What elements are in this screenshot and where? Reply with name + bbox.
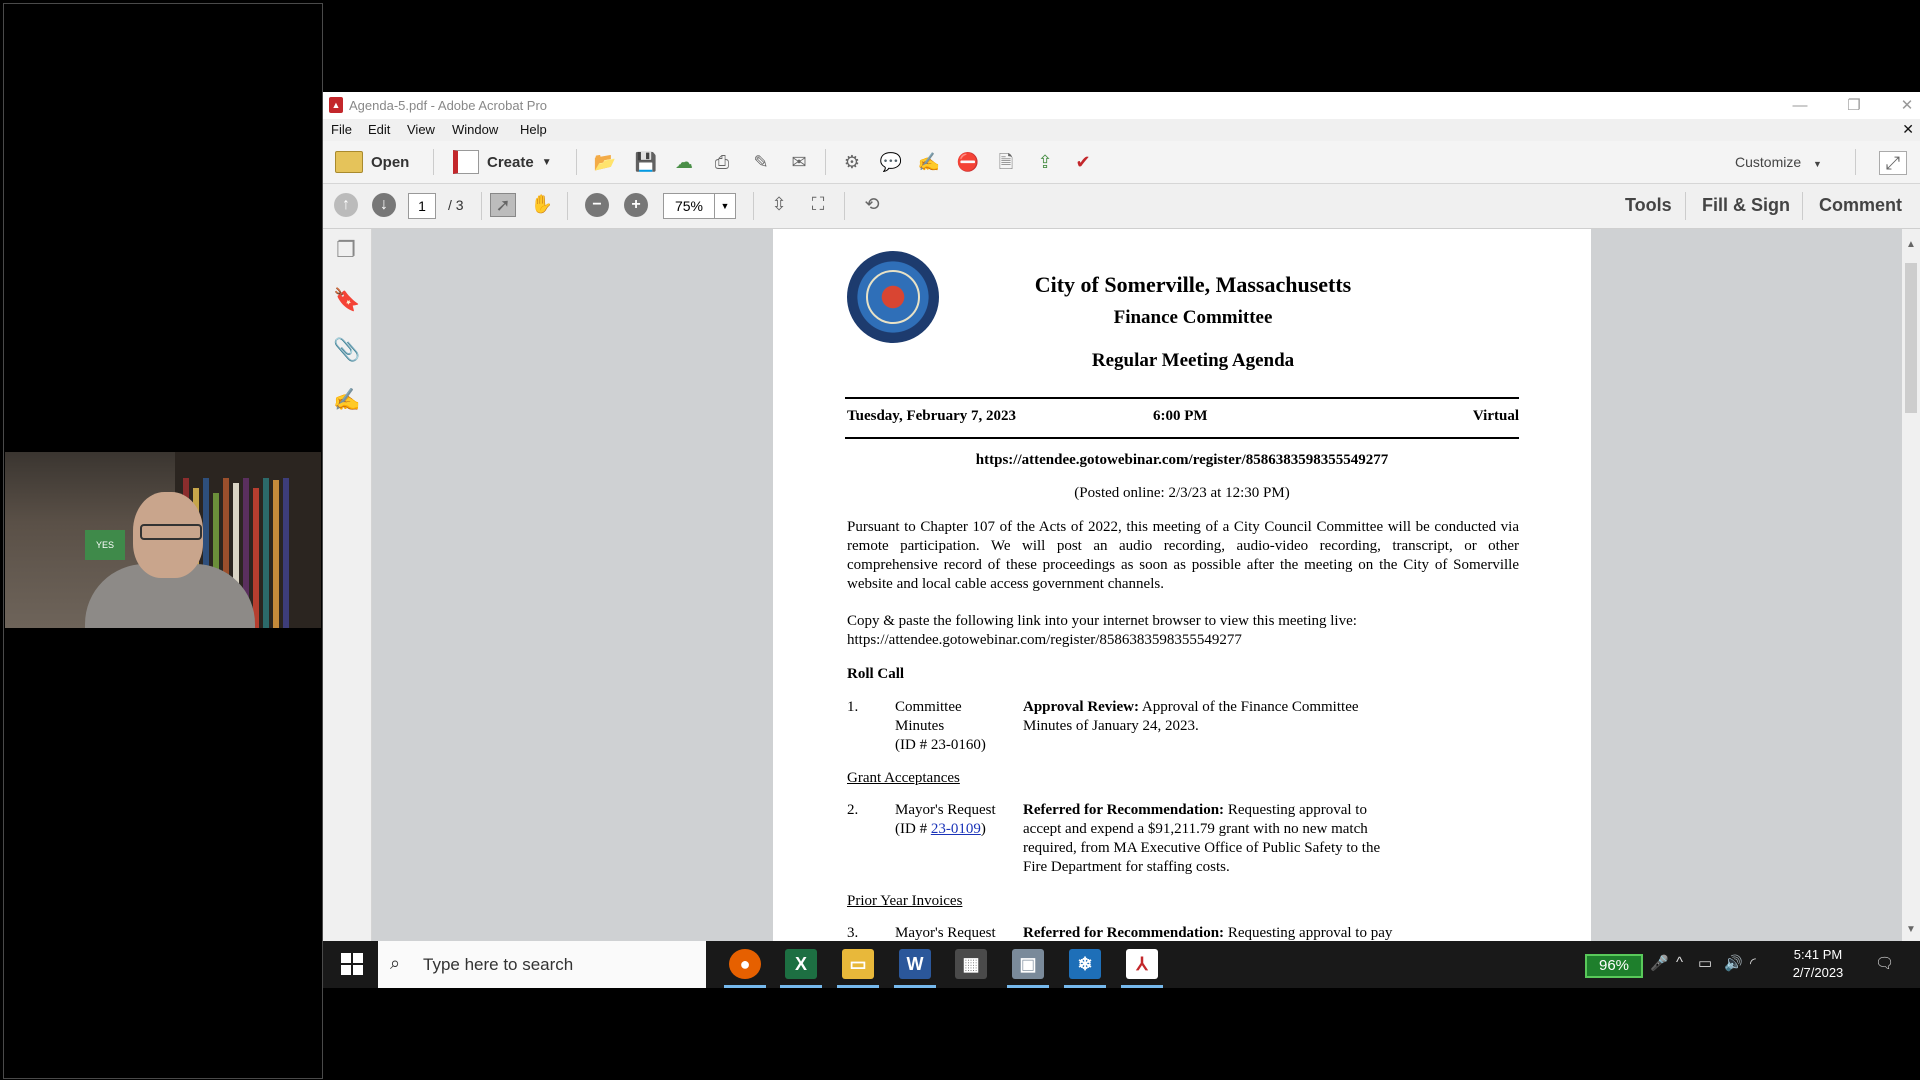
menu-bar <box>323 119 1920 141</box>
book <box>283 478 289 628</box>
save-icon[interactable]: 💾 <box>634 152 658 172</box>
active-indicator <box>780 985 822 988</box>
active-indicator <box>1007 985 1049 988</box>
copy-link-line2: https://attendee.gotowebinar.com/register/8586383598355549277 <box>847 632 1242 648</box>
item-2-text-line3: required, from MA Executive Office of Public Safety to the <box>1023 840 1381 856</box>
scrollbar-thumb[interactable] <box>1905 263 1917 413</box>
document-area[interactable] <box>372 229 1902 941</box>
divider <box>845 437 1519 439</box>
active-indicator <box>894 985 936 988</box>
zoom-level-input[interactable]: 75% <box>663 193 715 219</box>
bookmarks-icon[interactable]: 🔖 <box>333 287 361 312</box>
restore-button[interactable]: ❐ <box>1847 97 1861 114</box>
separator <box>433 149 434 175</box>
book <box>273 480 279 628</box>
acrobat-window <box>323 92 1920 941</box>
webinar-link: https://attendee.gotowebinar.com/register/8586383598355549277 <box>975 452 1389 468</box>
doc-committee: Finance Committee <box>1113 307 1273 328</box>
acrobat-taskbar-icon[interactable]: ⅄ <box>1126 949 1158 979</box>
chevron-up-icon[interactable]: ^ <box>1676 954 1684 971</box>
comment-tab[interactable]: Comment <box>1819 195 1903 215</box>
active-indicator <box>724 985 766 988</box>
windows-start-icon[interactable] <box>341 953 363 975</box>
doc-city-title: City of Somerville, Massachusetts <box>1034 272 1352 297</box>
chevron-down-icon: ▼ <box>541 156 552 168</box>
menu-edit[interactable]: Edit <box>368 122 391 137</box>
remove-pdf-icon[interactable]: ⛔ <box>956 152 980 172</box>
system-clock[interactable] <box>1783 946 1853 982</box>
copy-link-line1: Copy & paste the following link into your internet browser to view this meeting live: <box>847 613 1357 629</box>
next-page-icon[interactable]: ↓ <box>372 193 396 217</box>
firefox-icon[interactable]: ● <box>729 949 761 979</box>
fit-width-icon[interactable]: ⇳ <box>771 194 787 214</box>
excel-icon[interactable]: X <box>785 949 817 979</box>
item-1-source-line2: Minutes <box>895 718 945 734</box>
item-2-source: Mayor's Request <box>895 802 996 818</box>
item-3-text-line1: Referred for Recommendation: Requesting approval to pay <box>1023 925 1393 941</box>
cloud-upload-icon[interactable]: ☁ <box>675 152 693 172</box>
clock-time: 5:41 PM <box>1793 947 1843 962</box>
fill-sign-tab[interactable]: Fill & Sign <box>1702 195 1790 215</box>
battery-percentage[interactable]: 96% <box>1585 954 1643 978</box>
meeting-time: 6:00 PM <box>1153 408 1208 424</box>
book <box>253 488 259 628</box>
fit-page-icon[interactable]: ⛶ <box>811 194 825 214</box>
close-window-button[interactable]: ✕ <box>1900 97 1914 114</box>
comment-bubble-icon[interactable]: 💬 <box>879 152 903 172</box>
zoom-in-icon[interactable]: + <box>624 193 648 217</box>
customize-button[interactable] <box>1735 154 1822 170</box>
email-icon[interactable]: ✉ <box>791 152 807 172</box>
microphone-icon[interactable]: 🎤 <box>1650 955 1669 972</box>
city-seal-logo <box>847 251 939 343</box>
tools-tab[interactable]: Tools <box>1625 195 1672 215</box>
windows-taskbar <box>323 941 1920 988</box>
folder-icon <box>335 151 363 173</box>
export-icon[interactable]: ⇪ <box>1037 152 1053 172</box>
separator <box>1802 192 1803 220</box>
menu-help[interactable]: Help <box>520 122 547 137</box>
create-button[interactable] <box>453 149 552 175</box>
previous-page-icon[interactable]: ↑ <box>334 193 358 217</box>
vertical-scrollbar[interactable] <box>1902 229 1920 941</box>
prior-year-invoices-heading: Prior Year Invoices <box>847 893 963 909</box>
page-thumbnails-icon[interactable]: ❐ <box>336 237 356 262</box>
item-2-number: 2. <box>847 802 859 818</box>
scroll-up-icon[interactable]: ▲ <box>1906 239 1916 250</box>
create-label: Create <box>487 153 534 171</box>
menu-window[interactable]: Window <box>452 122 499 137</box>
file-explorer-icon[interactable]: ▭ <box>842 949 874 979</box>
edit-icon[interactable]: ✎ <box>753 152 769 172</box>
item-2-text-line2: accept and expend a $91,211.79 grant with no new match <box>1023 821 1368 837</box>
acrobat-pdf-icon: ▲ <box>329 97 343 113</box>
separator <box>1855 149 1856 175</box>
meeting-location: Virtual <box>1472 408 1519 424</box>
window-title: Agenda-5.pdf - Adobe Acrobat Pro <box>349 98 548 113</box>
pages-icon[interactable]: 🗎 <box>998 152 1014 172</box>
separator <box>1685 192 1686 220</box>
volume-icon[interactable]: 🔊 <box>1724 955 1743 972</box>
separator <box>753 192 754 220</box>
item-3-source: Mayor's Request <box>895 925 996 941</box>
webcam-video <box>5 452 321 628</box>
sign-icon[interactable]: ✔ <box>1075 152 1091 172</box>
page-number-input[interactable]: 1 <box>408 193 436 219</box>
meeting-date: Tuesday, February 7, 2023 <box>847 408 1017 424</box>
signatures-icon[interactable]: ✍ <box>333 387 361 412</box>
item-2-text-line1: Referred for Recommendation: Requesting approval to <box>1023 802 1367 818</box>
wifi-icon[interactable]: ◜ <box>1750 955 1756 972</box>
word-icon[interactable]: W <box>899 949 931 979</box>
clock-date: 2/7/2023 <box>1792 965 1844 980</box>
yes-sign: YES <box>85 530 125 560</box>
total-pages: / 3 <box>448 197 464 213</box>
navigation-toolbar <box>323 184 1920 229</box>
doc-agenda-title: Regular Meeting Agenda <box>1091 350 1295 371</box>
menu-file[interactable]: File <box>331 122 352 137</box>
item-1-source-line1: Committee <box>895 699 962 715</box>
title-bar <box>323 92 1920 119</box>
navigation-pane <box>323 229 372 941</box>
notifications-icon[interactable]: 🗨 <box>1875 955 1895 972</box>
roll-call-heading: Roll Call <box>847 666 905 682</box>
separator <box>576 149 577 175</box>
separator <box>481 192 482 220</box>
close-document-icon[interactable]: ✕ <box>1902 121 1914 137</box>
item-3-number: 3. <box>847 925 859 941</box>
battery-icon[interactable]: ▭ <box>1698 955 1713 972</box>
highlight-icon[interactable]: ✍ <box>917 152 941 172</box>
calculator-icon[interactable]: ▦ <box>955 949 987 979</box>
search-icon: ⌕ <box>390 953 401 973</box>
item-2-text-line4: Fire Department for staffing costs. <box>1023 859 1230 875</box>
separator <box>825 149 826 175</box>
print-icon[interactable]: ⎙ <box>714 152 730 172</box>
item-2-id: (ID # 23-0109) <box>895 821 986 837</box>
menu-view[interactable]: View <box>407 122 435 137</box>
select-tool-icon[interactable]: ➚ <box>490 193 516 217</box>
open-button[interactable] <box>335 149 409 175</box>
item-2-id-link[interactable]: 23-0109 <box>930 821 981 837</box>
search-placeholder: Type here to search <box>423 955 574 974</box>
remote-participation-paragraph: Pursuant to Chapter 107 of the Acts of 2022, this meeting of a City Council Committee will be conducted via remote participation. We will post an audio recording, audio-video recording, transcript, or other comprehensive record of these proceedings as soon as possible after the meeting on the City of Somerville website and local cable access government channels. <box>847 519 1519 592</box>
item-1-id: (ID # 23-0160) <box>895 737 986 753</box>
active-indicator <box>1121 985 1163 988</box>
taskbar-search-box[interactable] <box>378 941 706 988</box>
main-toolbar <box>323 141 1920 184</box>
zoom-dropdown-icon[interactable]: ▼ <box>714 193 736 219</box>
posted-date: (Posted online: 2/3/23 at 12:30 PM) <box>1074 485 1290 501</box>
separator <box>844 192 845 220</box>
snowflake-app-icon[interactable]: ❄ <box>1069 949 1101 979</box>
scroll-down-icon[interactable]: ▼ <box>1906 924 1916 935</box>
minimize-button[interactable]: — <box>1792 97 1808 114</box>
settings-icon[interactable]: ⚙ <box>843 152 861 172</box>
item-1-text-line2: Minutes of January 24, 2023. <box>1023 718 1199 734</box>
item-1-number: 1. <box>847 699 859 715</box>
grant-acceptances-heading: Grant Acceptances <box>847 770 960 786</box>
zoom-out-icon[interactable]: − <box>585 193 609 217</box>
open-label: Open <box>371 153 410 171</box>
active-indicator <box>837 985 879 988</box>
chevron-down-icon: ▼ <box>1813 159 1822 169</box>
read-mode-icon[interactable]: ⟲ <box>864 194 880 214</box>
glasses <box>140 524 202 540</box>
hand-tool-icon[interactable]: ✋ <box>530 194 554 214</box>
folder-open-icon[interactable]: 📂 <box>593 152 617 172</box>
item-1-text-line1: Approval Review: Approval of the Finance Committee <box>1023 699 1359 715</box>
pdf-page <box>773 229 1591 941</box>
customize-label: Customize <box>1735 154 1802 170</box>
divider <box>845 397 1519 399</box>
active-indicator <box>1064 985 1106 988</box>
separator <box>567 192 568 220</box>
create-pdf-icon <box>453 150 479 174</box>
remote-desktop-icon[interactable]: ▣ <box>1012 949 1044 979</box>
fullscreen-icon[interactable]: ⤢ <box>1879 151 1907 175</box>
book <box>263 478 269 628</box>
attachments-icon[interactable]: 📎 <box>333 337 361 362</box>
